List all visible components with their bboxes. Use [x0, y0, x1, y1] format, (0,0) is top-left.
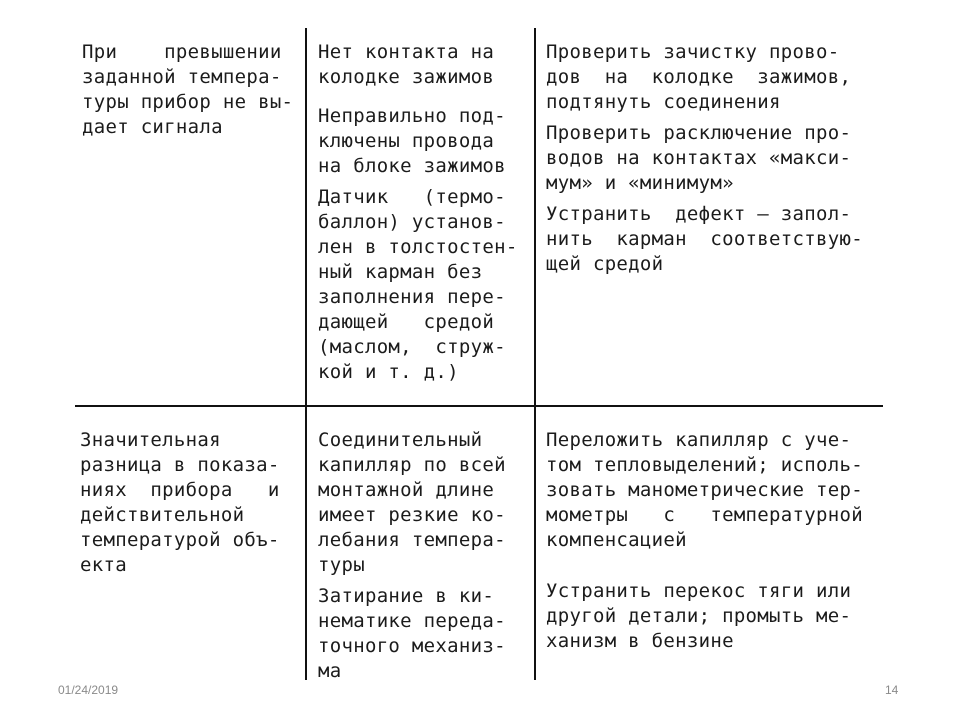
text-line: Проверить зачистку прово- [546, 41, 840, 63]
text-line: Затирание в ки- [318, 585, 495, 607]
text-line: Датчик (термо- [318, 186, 506, 208]
text-line: капилляр по всей [318, 454, 506, 476]
text-line: на блоке зажимов [318, 155, 506, 177]
text-line: действительной [80, 504, 245, 526]
column-divider-1 [305, 28, 307, 680]
text-line: водов на контактах «макси- [546, 147, 852, 169]
text-line: Устранить дефект — запол- [546, 203, 852, 225]
text-line: ключены провода [318, 130, 495, 152]
text-line: баллон) установ- [318, 211, 506, 233]
text-line: дающей средой [318, 311, 495, 333]
text-line: нить карман соответствую- [546, 228, 863, 250]
text-line: ханизм в бензине [546, 630, 734, 652]
text-line: Нет контакта на [318, 41, 495, 63]
text-line: колодке зажимов [318, 66, 495, 88]
text-line: туры [318, 554, 365, 576]
slide-date: 01/24/2019 [58, 683, 119, 697]
text-line: екта [80, 554, 127, 576]
column-divider-2 [534, 28, 536, 680]
symptom-cell-row-1 [82, 40, 300, 140]
text-line: подтянуть соединения [546, 91, 781, 113]
slide-page-number: 14 [885, 683, 899, 697]
text-line: другой детали; промыть ме- [546, 605, 852, 627]
text-line: ма [318, 660, 342, 682]
text-line: монтажной длине [318, 479, 495, 501]
text-line: температурой объ- [80, 529, 280, 551]
text-line: разница в показа- [80, 454, 280, 476]
text-line: точного механиз- [318, 635, 506, 657]
text-line: имеет резкие ко- [318, 504, 506, 526]
remedy-cell-row-1 [546, 40, 876, 277]
text-line: щей средой [546, 253, 664, 275]
text-line: ный карман без [318, 261, 483, 283]
text-line: компенсацией [546, 529, 687, 551]
text-line: Значительная [80, 429, 221, 451]
paragraph-gap [546, 553, 876, 579]
row-divider [75, 405, 883, 407]
text-line: том тепловыделений; исполь- [546, 454, 863, 476]
text-line: При превышении [82, 41, 282, 63]
text-line: Проверить расключение про- [546, 122, 852, 144]
remedy-cell-row-2 [546, 428, 876, 654]
text-line: дов на колодке зажимов, [546, 66, 852, 88]
cause-cell-row-2 [318, 428, 530, 684]
text-line: мум» и «минимум» [546, 172, 734, 194]
symptom-cell-row-2 [80, 428, 298, 578]
text-line: лебания темпера- [318, 529, 506, 551]
paragraph-gap [318, 90, 530, 104]
text-line: Соединительный [318, 429, 483, 451]
text-line: кой и т. д.) [318, 361, 459, 383]
text-line: Устранить перекос тяги или [546, 580, 852, 602]
cause-cell-row-1 [318, 40, 530, 385]
text-line: Неправильно под- [318, 105, 506, 127]
text-line: Переложить капилляр с уче- [546, 429, 852, 451]
text-line: мометры с температурной [546, 504, 863, 526]
text-line: дает сигнала [82, 116, 223, 138]
text-line: заданной темпера- [82, 66, 282, 88]
text-line: зовать манометрические тер- [546, 479, 863, 501]
text-line: ниях прибора и [80, 479, 280, 501]
text-line: (маслом, струж- [318, 336, 506, 358]
text-line: заполнения пере- [318, 286, 506, 308]
text-line: туры прибор не вы- [82, 91, 294, 113]
text-line: нематике переда- [318, 610, 506, 632]
text-line: лен в толстостен- [318, 236, 518, 258]
